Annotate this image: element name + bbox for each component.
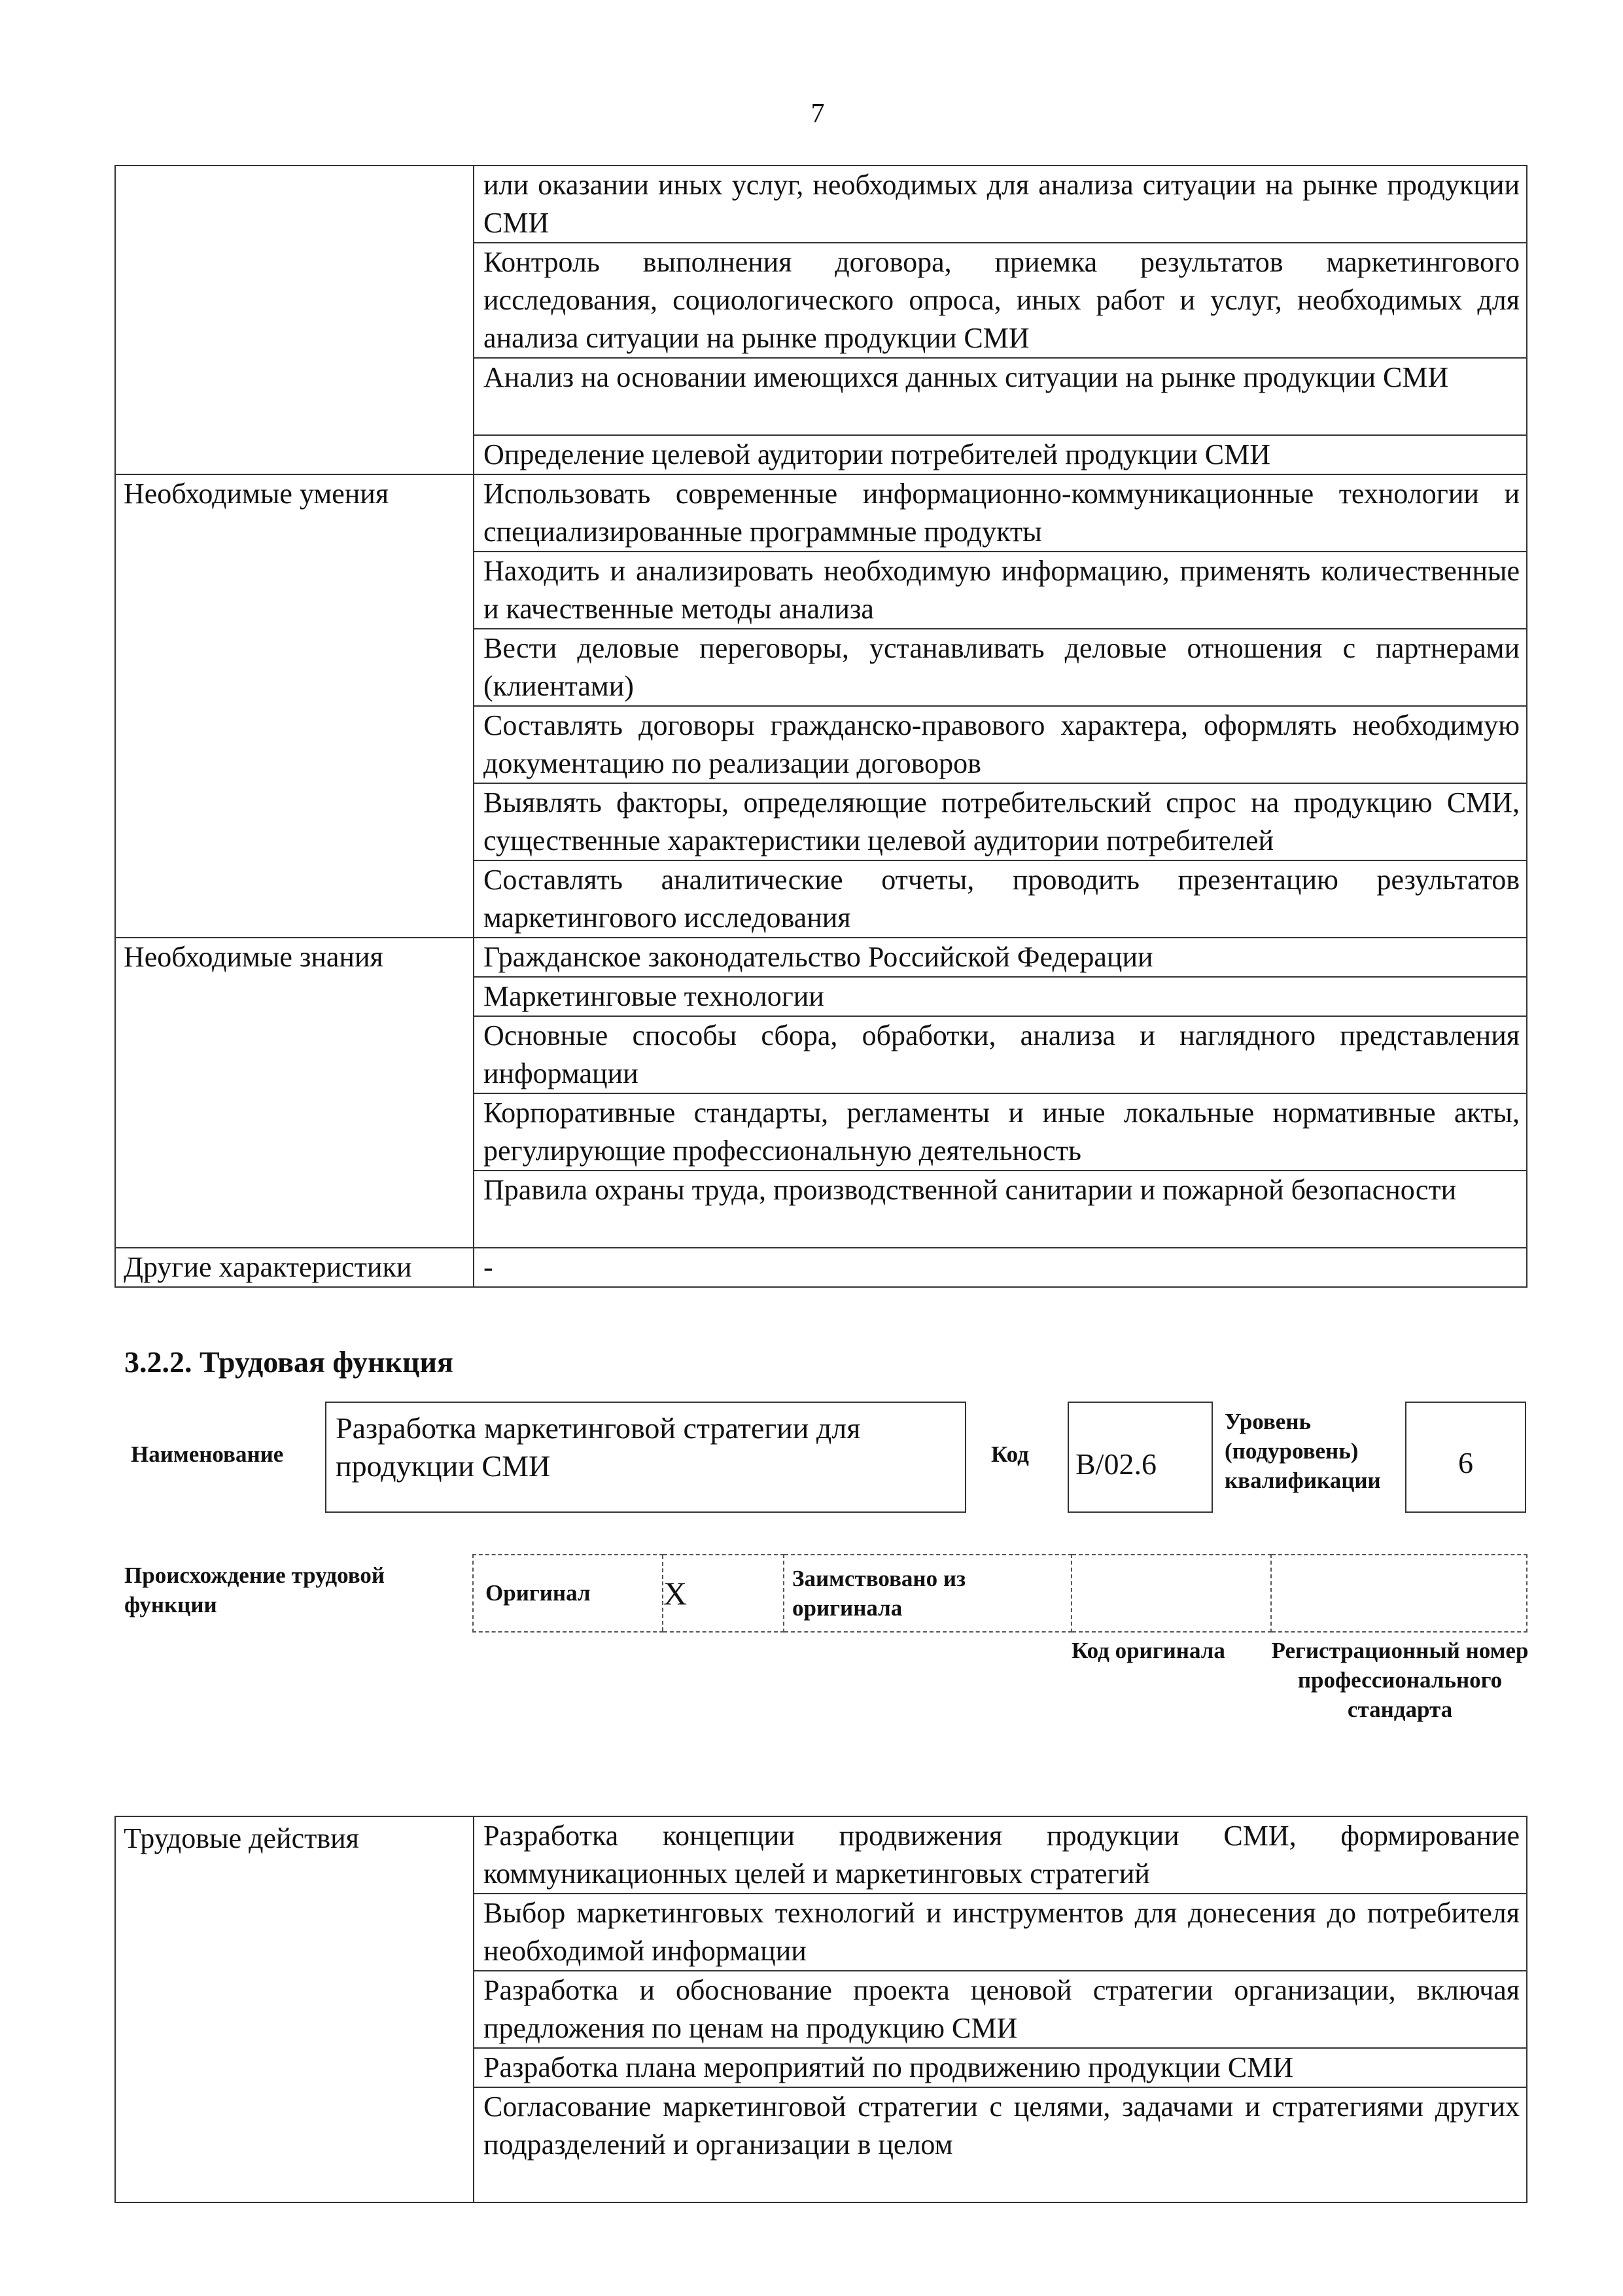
knowledge-label: Необходимые знания	[115, 938, 474, 1248]
code-original-caption: Код оригинала	[1072, 1638, 1225, 1663]
reg-number-caption: Регистрационный номер профессионального стандарта	[1271, 1638, 1529, 1722]
table-cell: Правила охраны труда, производственной санитарии и пожарной безопасности	[474, 1171, 1527, 1248]
table-cell: Составлять договоры гражданско-правового характера, оформлять необходимую документацию по реализации договоров	[474, 706, 1527, 783]
continuation-label-cell	[115, 166, 474, 474]
page-number: 7	[811, 99, 825, 129]
table-cell: Корпоративные стандарты, регламенты и иные локальные нормативные акты, регулирующие профессиональную деятельность	[474, 1093, 1527, 1171]
table-cell: Выявлять факторы, определяющие потребительский спрос на продукцию СМИ, существенные характеристики целевой аудитории потребителей	[474, 783, 1527, 860]
origin-label: Происхождение трудовой функции	[124, 1563, 385, 1617]
code-label: Код	[991, 1441, 1029, 1467]
original-label: Оригинал	[473, 1555, 663, 1632]
table-cell: Разработка концепции продвижения продукции СМИ, формирование коммуникационных целей и маркетинговых стратегий	[474, 1816, 1527, 1894]
section-title: 3.2.2. Трудовая функция	[124, 1345, 453, 1379]
table-cell: Маркетинговые технологии	[474, 977, 1527, 1016]
table-cell: Анализ на основании имеющихся данных ситуации на рынке продукции СМИ	[474, 358, 1527, 435]
table-cell: -	[474, 1248, 1527, 1287]
skills-knowledge-table	[114, 165, 1527, 1288]
table-cell: Вести деловые переговоры, устанавливать деловые отношения с партнерами (клиентами)	[474, 629, 1527, 706]
table-cell: Определение целевой аудитории потребителей продукции СМИ	[474, 435, 1527, 474]
table-cell: Разработка и обоснование проекта ценовой стратегии организации, включая предложения по ценам на продукцию СМИ	[474, 1971, 1527, 2048]
code-original-cell	[1072, 1555, 1271, 1632]
other-label: Другие характеристики	[115, 1248, 474, 1287]
reg-number-cell	[1271, 1555, 1527, 1632]
table-row	[115, 938, 1527, 977]
level-value-box: 6	[1405, 1402, 1526, 1513]
table-cell: Выбор маркетинговых технологий и инструментов для донесения до потребителя необходимой информации	[474, 1894, 1527, 1971]
table-cell: Гражданское законодательство Российской Федерации	[474, 938, 1527, 977]
table-cell: Согласование маркетинговой стратегии с целями, задачами и стратегиями других подразделений и организации в целом	[474, 2087, 1527, 2202]
name-label: Наименование	[131, 1441, 284, 1467]
origin-table	[472, 1554, 1527, 1633]
table-row	[115, 166, 1527, 243]
labor-actions-label: Трудовые действия	[115, 1816, 474, 2202]
level-label: Уровень (подуровень) квалификации	[1225, 1409, 1381, 1493]
table-row	[473, 1555, 1527, 1632]
table-row	[115, 474, 1527, 552]
table-row	[115, 1248, 1527, 1287]
table-cell: Разработка плана мероприятий по продвижению продукции СМИ	[474, 2048, 1527, 2087]
table-row	[115, 1816, 1527, 1894]
name-value-box: Разработка маркетинговой стратегии для продукции СМИ	[325, 1402, 966, 1513]
labor-actions-table	[114, 1816, 1527, 2203]
borrowed-label: Заимствовано из оригинала	[784, 1555, 1072, 1632]
table-cell: Использовать современные информационно-коммуникационные технологии и специализированные программные продукты	[474, 474, 1527, 552]
table-cell: Находить и анализировать необходимую информацию, применять количественные и качественные методы анализа	[474, 552, 1527, 629]
table-cell: Составлять аналитические отчеты, проводить презентацию результатов маркетингового исследования	[474, 860, 1527, 938]
table-cell: Контроль выполнения договора, приемка результатов маркетингового исследования, социологического опроса, иных работ и услуг, необходимых для анализа ситуации на рынке продукции СМИ	[474, 243, 1527, 358]
table-cell: или оказании иных услуг, необходимых для анализа ситуации на рынке продукции СМИ	[474, 166, 1527, 243]
original-mark: X	[663, 1555, 784, 1632]
table-cell: Основные способы сбора, обработки, анализа и наглядного представления информации	[474, 1016, 1527, 1093]
skills-label: Необходимые умения	[115, 474, 474, 938]
code-value-box: B/02.6	[1068, 1402, 1213, 1513]
